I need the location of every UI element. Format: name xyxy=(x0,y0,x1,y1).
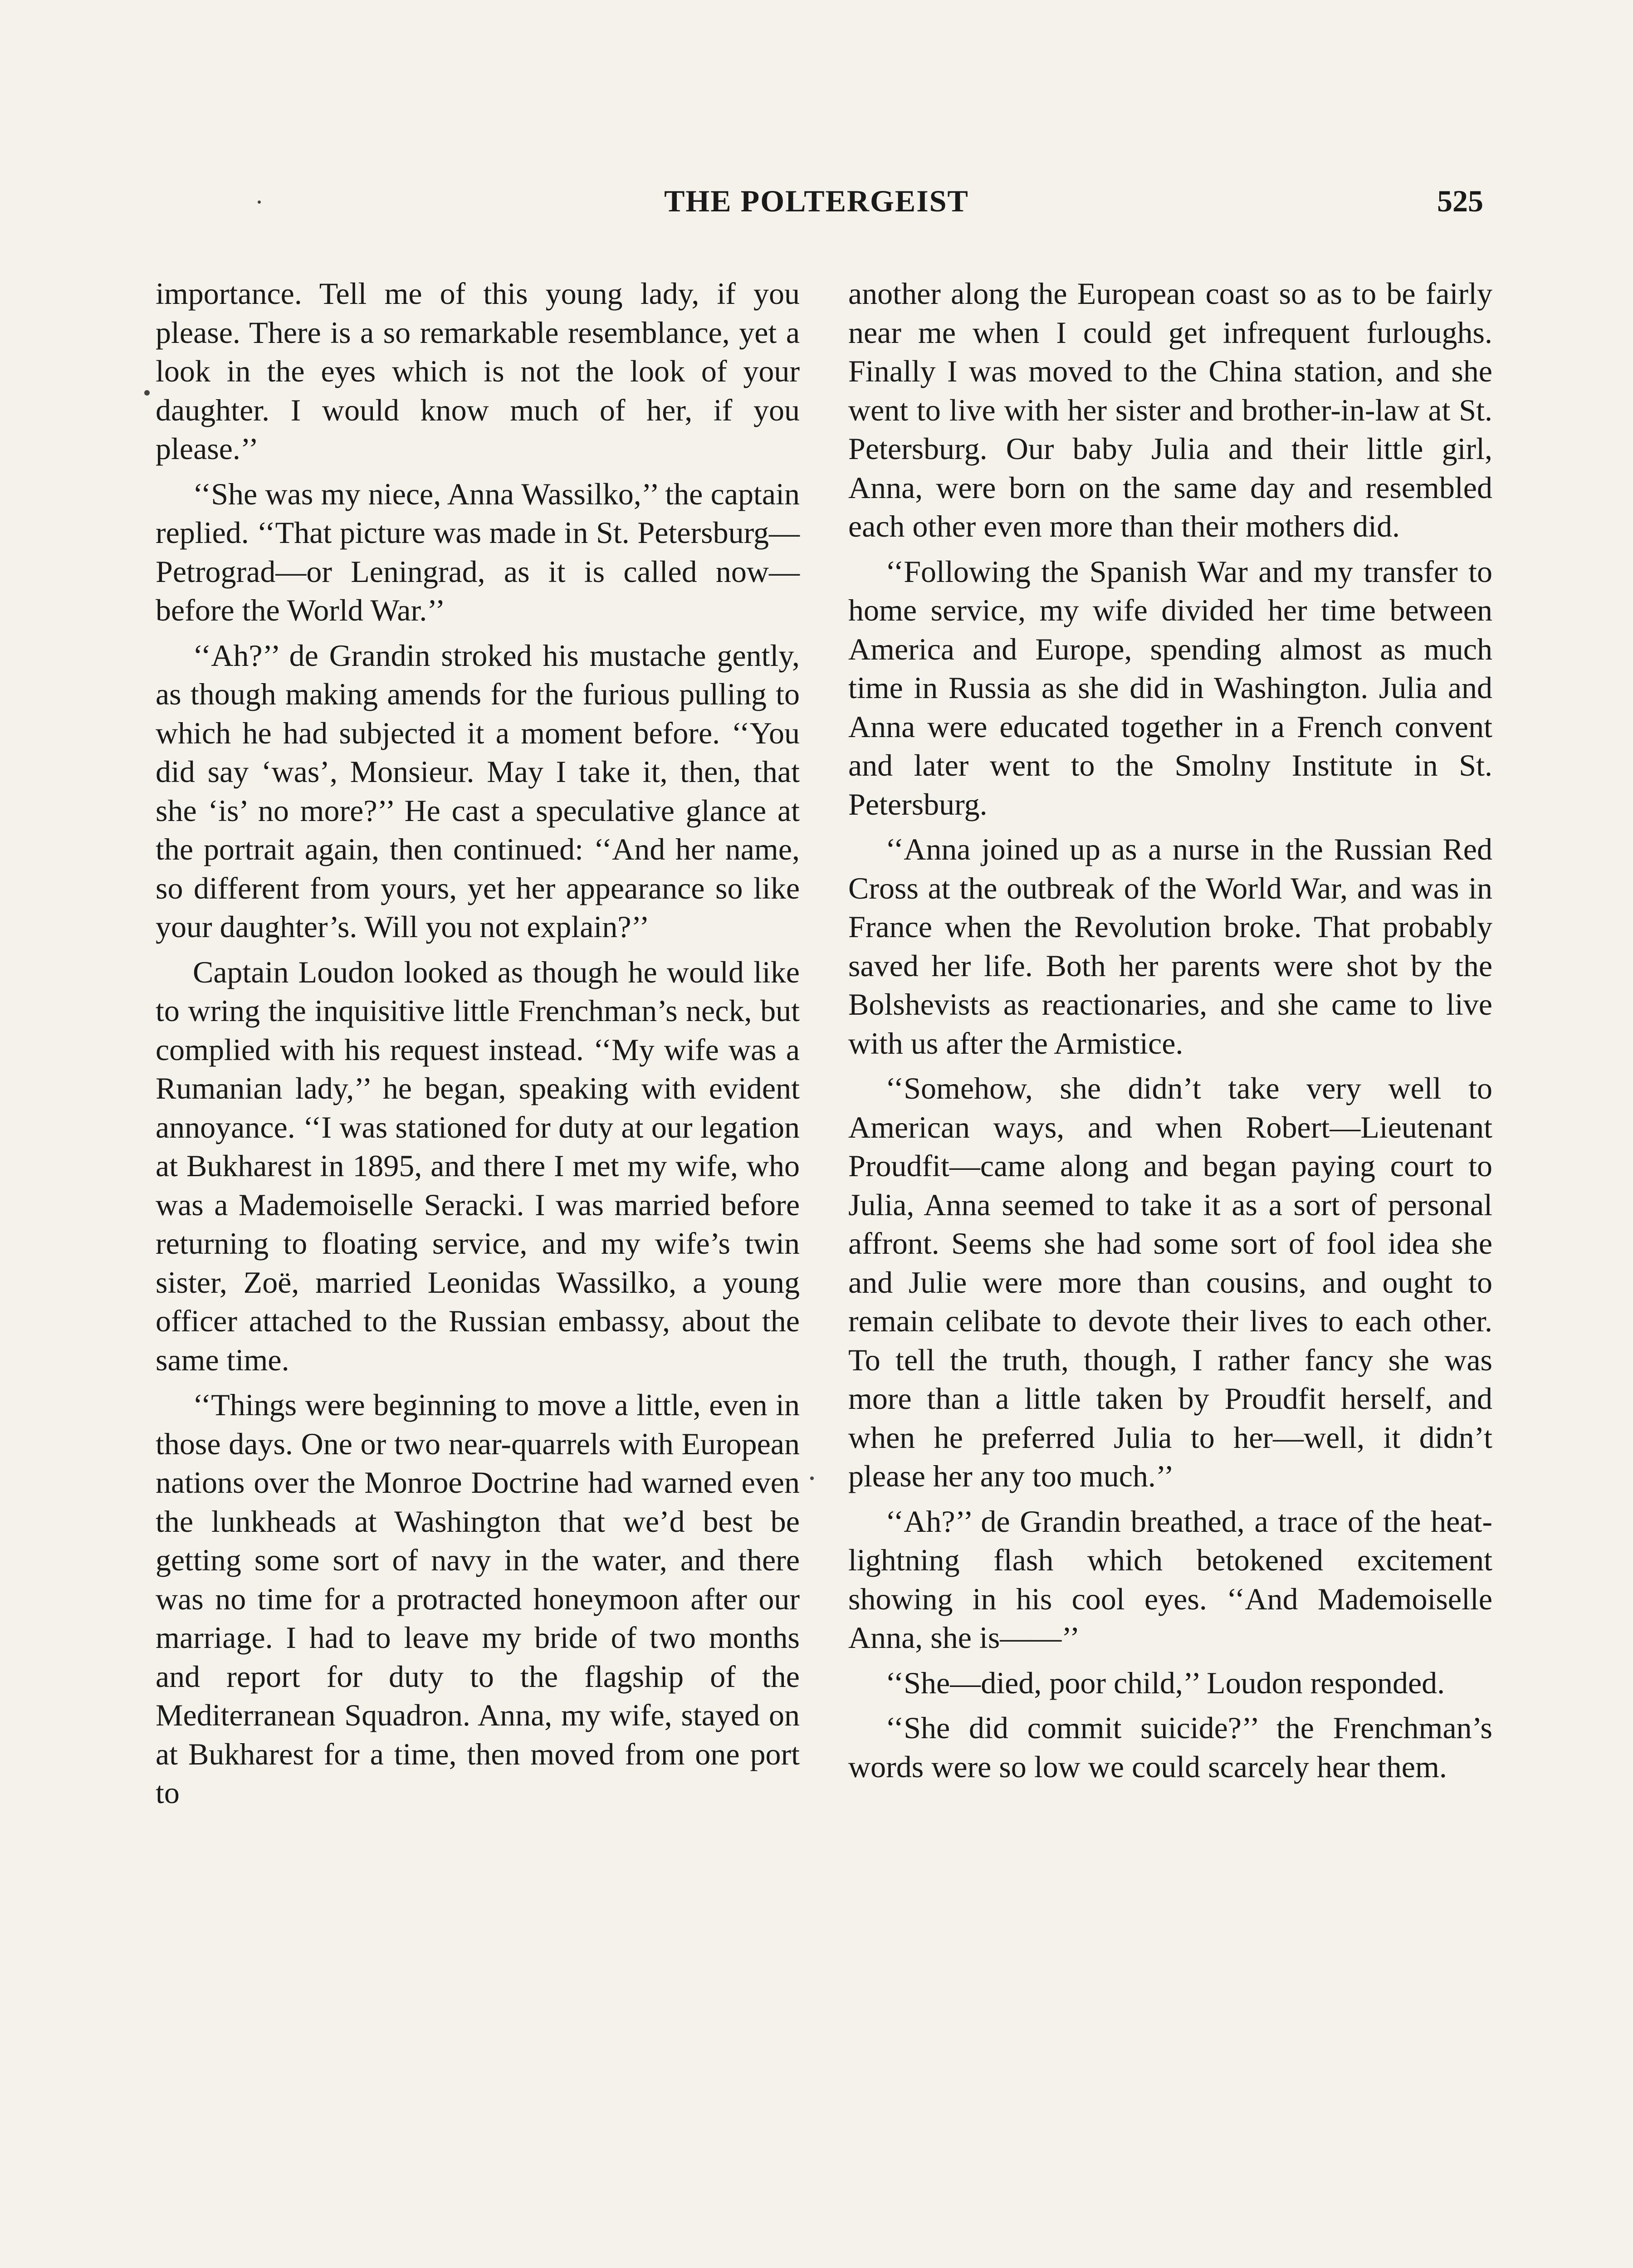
paragraph: ‘‘Ah?’’ de Grandin stroked his mustache gently, as though making amends for the furious pulling to which he had subjected it a moment before. ‘‘You did say ‘was’, Monsieur. May I take it, then, that she ‘is’ no more?’’ He cast a speculative glance at the portrait again, then continued: ‘‘And her name, so different from yours, yet her appearance so like your daughter’s. Will you not explain?’’ xyxy=(156,638,800,944)
paragraph: importance. Tell me of this young lady, if you please. There is a so remarkable resemblance, yet a look in the eyes which is not the look of your daughter. I would know much of her, if you please.’’ xyxy=(156,276,800,466)
paragraph: ‘‘She did commit suicide?’’ the Frenchman’s words were so low we could scarcely hear them. xyxy=(848,1711,1492,1784)
paragraph: ‘‘Ah?’’ de Grandin breathed, a trace of the heat-lightning flash which betokened excitement showing in his cool eyes. ‘‘And Mademoiselle Anna, she is——’’ xyxy=(848,1504,1492,1655)
left-column xyxy=(156,274,800,1819)
running-title: THE POLTERGEIST xyxy=(664,184,969,218)
ink-speck xyxy=(810,1476,814,1480)
paragraph: ‘‘She was my niece, Anna Wassilko,’’ the captain replied. ‘‘That picture was made in St. Petersburg—Petrograd—or Leningrad, as it is called now—before the World War.’’ xyxy=(156,476,800,627)
ink-speck xyxy=(258,200,261,204)
ink-speck xyxy=(144,390,150,396)
paragraph: another along the European coast so as to be fairly near me when I could get infrequent furloughs. Finally I was moved to the China station, and she went to live with her sister and brother-in-law at St. Petersburg. Our baby Julia and their little girl, Anna, were born on the same day and resembled each other even more than their mothers did. xyxy=(848,276,1492,543)
page-number: 525 xyxy=(1437,184,1483,218)
paragraph: ‘‘Following the Spanish War and my transfer to home service, my wife divided her time between America and Europe, spending almost as much time in Russia as she did in Washington. Julia and Anna were educated together in a French convent and later went to the Smolny Institute in St. Petersburg. xyxy=(848,554,1492,821)
paragraph: ‘‘She—died, poor child,’’ Loudon responded. xyxy=(885,1665,1445,1700)
page-header xyxy=(0,183,1633,224)
paragraph: ‘‘Things were beginning to move a little, even in those days. One or two near-quarrels with European nations over the Monroe Doctrine had warned even the lunkheads at Washington that we’d best be getting some sort of navy in the water, and there was no time for a protracted honeymoon after our marriage. I had to leave my bride of two months and report for duty to the flagship of the Mediterranean Squadron. Anna, my wife, stayed on at Bukharest for a time, then moved from one port to xyxy=(156,1388,800,1810)
paragraph: ‘‘Anna joined up as a nurse in the Russian Red Cross at the outbreak of the World War, and was in France when the Revolution broke. That probably saved her life. Both her parents were shot by the Bolshevists as reactionaries, and she came to live with us after the Armistice. xyxy=(848,832,1492,1061)
paragraph: ‘‘Somehow, she didn’t take very well to American ways, and when Robert—Lieutenant Proudfit—came along and began paying court to Julia, Anna seemed to take it as a sort of personal affront. Seems she had some sort of fool idea she and Julie were more than cousins, and ought to remain celibate to devote their lives to each other. To tell the truth, though, I rather fancy she was more than a little taken by Proudfit herself, and when he preferred Julia to her—well, it didn’t please her any too much.’’ xyxy=(848,1071,1492,1493)
paragraph: Captain Loudon looked as though he would like to wring the inquisitive little Frenchman’s neck, but complied with his request instead. ‘‘My wife was a Rumanian lady,’’ he began, speaking with evident annoyance. ‘‘I was stationed for duty at our legation at Bukharest in 1895, and there I met my wife, who was a Mademoiselle Seracki. I was married before returning to floating service, and my wife’s twin sister, Zoë, married Leonidas Wassilko, a young officer attached to the Russian embassy, about the same time. xyxy=(156,954,800,1377)
right-column xyxy=(848,274,1492,1793)
